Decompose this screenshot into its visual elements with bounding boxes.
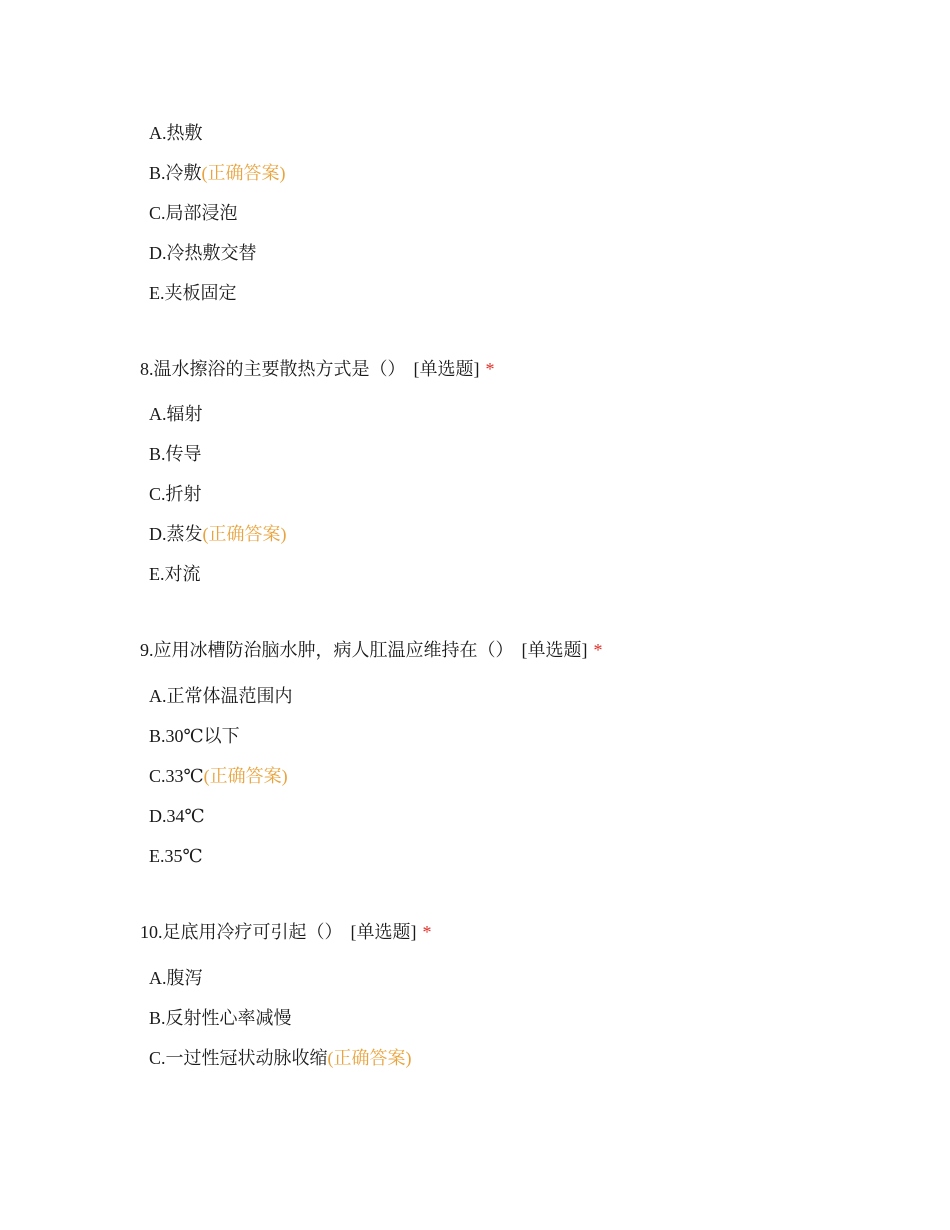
option-text: B.传导 — [149, 444, 202, 464]
question-type-tag: [单选题] — [521, 640, 588, 660]
question-text: 9.应用冰槽防治脑水肿，病人肛温应维持在（） — [140, 640, 514, 660]
option-text: E.对流 — [149, 564, 201, 584]
q8-option-e — [149, 562, 201, 586]
question-stem — [140, 357, 495, 381]
q7-option-b — [149, 161, 286, 185]
option-text: D.冷热敷交替 — [149, 243, 257, 263]
q7-option-c — [149, 201, 238, 225]
q8-option-d — [149, 522, 287, 546]
option-text: C.折射 — [149, 484, 202, 504]
q9-option-e — [149, 844, 203, 868]
q9-option-c — [149, 764, 288, 788]
q8-option-b — [149, 442, 202, 466]
q8-option-c — [149, 482, 202, 506]
q10-option-a — [149, 966, 203, 990]
question-text: 8.温水擦浴的主要散热方式是（） — [140, 359, 406, 379]
q9-option-d — [149, 804, 205, 828]
option-text: B.反射性心率减慢 — [149, 1008, 292, 1028]
q9-option-a — [149, 684, 293, 708]
correct-answer-tag: (正确答案) — [327, 1048, 412, 1068]
q7-option-d — [149, 241, 257, 265]
q10-option-b — [149, 1006, 292, 1030]
option-text: C.一过性冠状动脉收缩 — [149, 1048, 328, 1068]
question-stem — [140, 638, 603, 662]
question-type-tag: [单选题] — [413, 359, 480, 379]
question-stem — [140, 920, 432, 944]
required-mark: * — [485, 359, 495, 379]
option-text: B.冷敷 — [149, 163, 202, 183]
option-text: E.35℃ — [149, 846, 203, 866]
q7-option-e — [149, 281, 237, 305]
required-mark: * — [422, 922, 432, 942]
correct-answer-tag: (正确答案) — [203, 766, 288, 786]
required-mark: * — [593, 640, 603, 660]
option-text: B.30℃以下 — [149, 726, 240, 746]
q8-option-a — [149, 402, 203, 426]
question-type-tag: [单选题] — [350, 922, 417, 942]
option-text: C.33℃ — [149, 766, 204, 786]
correct-answer-tag: (正确答案) — [202, 524, 287, 544]
option-text: A.热敷 — [149, 123, 203, 143]
option-text: A.腹泻 — [149, 968, 203, 988]
option-text: C.局部浸泡 — [149, 203, 238, 223]
option-text: E.夹板固定 — [149, 283, 237, 303]
option-text: A.正常体温范围内 — [149, 686, 293, 706]
q9-option-b — [149, 724, 240, 748]
q7-option-a — [149, 121, 203, 145]
correct-answer-tag: (正确答案) — [201, 163, 286, 183]
question-text: 10.足底用冷疗可引起（） — [140, 922, 343, 942]
option-text: D.蒸发 — [149, 524, 203, 544]
option-text: A.辐射 — [149, 404, 203, 424]
option-text: D.34℃ — [149, 806, 205, 826]
q10-option-c — [149, 1046, 412, 1070]
